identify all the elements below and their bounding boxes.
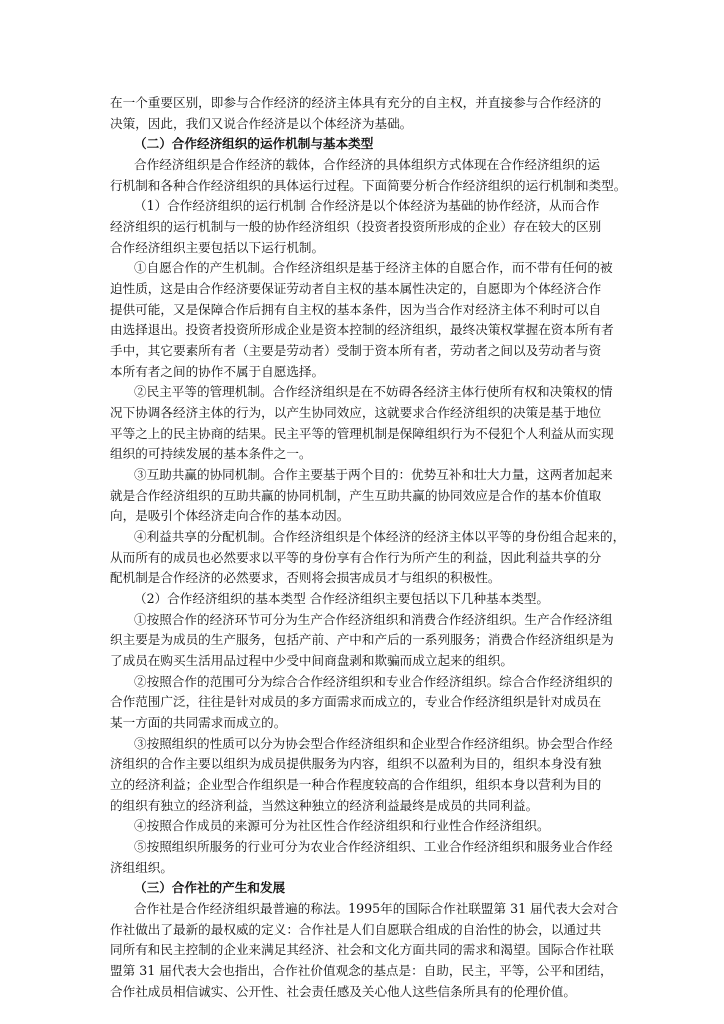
text-line: 同所有和民主控制的企业来满足其经济、社会和文化方面共同的需求和渴望。国际合作社联 xyxy=(110,942,614,957)
text-line: 提供可能，又是保障合作后拥有自主权的基本条件，因为当合作对经济主体不利时可以自 xyxy=(110,302,602,317)
text-line: 作社做出了最新的最权威的定义：合作社是人们自愿联合组成的自治性的协会，以通过共 xyxy=(110,922,602,937)
text-line: ①按照合作的经济环节可分为生产合作经济组织和消费合作经济组织。生产合作经济组 xyxy=(134,612,613,627)
text-line: ②民主平等的管理机制。合作经济组织是在不妨碍各经济主体行使所有权和决策权的情 xyxy=(134,384,613,399)
text-line: 平等之上的民主协商的结果。民主平等的管理机制是保障组织行为不侵犯个人利益从而实现 xyxy=(110,426,614,441)
text-line: 就是合作经济组织的互助共赢的协同机制，产生互助共赢的协同效应是合作的基本价值取 xyxy=(110,488,602,503)
text-line: 在一个重要区别，即参与合作经济的经济主体具有充分的自主权，并直接参与合作经济的 xyxy=(110,95,602,110)
text-line: ②按照合作的范围可分为综合合作经济组织和专业合作经济组织。综合合作经济组织的 xyxy=(134,674,613,689)
text-line: 由选择退出。投资者投资所形成企业是资本控制的经济组织，最终决策权掌握在资本所有者 xyxy=(110,322,614,337)
text-line: ①自愿合作的产生机制。合作经济组织是基于经济主体的自愿合作，而不带有任何的被 xyxy=(134,260,613,275)
text-line: 从而所有的成员也必然要求以平等的身份享有合作行为所产生的利益，因此利益共享的分 xyxy=(110,550,602,565)
text-line: 合作范围广泛，往往是针对成员的多方面需求而成立的，专业合作经济组织是针对成员在 xyxy=(110,694,602,709)
text-line: （2）合作经济组织的基本类型 合作经济组织主要包括以下几种基本类型。 xyxy=(134,591,550,606)
text-line: 况下协调各经济主体的行为，以产生协同效应，这就要求合作经济组织的决策是基于地位 xyxy=(110,405,602,420)
text-line: 本所有者之间的协作不属于自愿选择。 xyxy=(110,364,325,379)
text-line: 配机制是合作经济的必然要求，否则将会损害成员才与组织的积极性。 xyxy=(110,570,501,585)
text-line: 了成员在购买生活用品过程中少受中间商盘剥和欺骗而成立起来的组织。 xyxy=(110,653,513,668)
text-line: 组织的可持续发展的基本条件之一。 xyxy=(110,446,312,461)
text-line: 某一方面的共同需求而成立的。 xyxy=(110,715,287,730)
text-line: 织主要是为成员的生产服务，包括产前、产中和产后的一系列服务；消费合作经济组织是为 xyxy=(110,632,614,647)
text-line: ③互助共赢的协同机制。合作主要基于两个目的：优势互补和壮大力量，这两者加起来 xyxy=(134,467,613,482)
text-line: 盟第 31 届代表大会也指出，合作社价值观念的基点是：自助，民主，平等，公平和团结， xyxy=(110,963,613,978)
text-line: 决策，因此，我们又说合作经济是以个体经济为基础。 xyxy=(110,116,413,131)
text-line: ④按照合作成员的来源可分为社区性合作经济组织和行业性合作经济组织。 xyxy=(134,818,550,833)
text-line: 向，是吸引个体经济走向合作的基本动因。 xyxy=(110,508,350,523)
text-line: 合作社成员相信诚实、公开性、社会责任感及关心他人这些信条所具有的伦理价值。 xyxy=(110,984,576,999)
section-heading: （三）合作社的产生和发展 xyxy=(134,880,286,895)
text-line: 迫性质，这是由合作经济要保证劳动者自主权的基本属性决定的，自愿即为个体经济合作 xyxy=(110,281,602,296)
text-line: 合作经济组织主要包括以下运行机制。 xyxy=(110,240,325,255)
text-line: 合作社是合作经济组织最普遍的称法。1995年的国际合作社联盟第 31 届代表大会对合 xyxy=(134,901,619,916)
text-line: 手中，其它要素所有者（主要是劳动者）受制于资本所有者，劳动者之间以及劳动者与资 xyxy=(110,343,602,358)
text-line: 经济组织的运行机制与一般的协作经济组织（投资者投资所形成的企业）存在较大的区别 xyxy=(110,219,602,234)
text-line: 行机制和各种合作经济组织的具体运行过程。下面简要分析合作经济组织的运行机制和类型。 xyxy=(110,178,627,193)
text-line: ③按照组织的性质可以分为协会型合作经济组织和企业型合作经济组织。协会型合作经 xyxy=(134,736,613,751)
text-line: （1）合作经济组织的运行机制 合作经济是以个体经济为基础的协作经济，从而合作 xyxy=(134,198,600,213)
text-line: 济组组织。 xyxy=(110,860,173,875)
text-line: ④利益共享的分配机制。合作经济组织是个体经济的经济主体以平等的身份组合起来的， xyxy=(134,529,626,544)
section-heading: （二）合作经济组织的运作机制与基本类型 xyxy=(134,136,374,151)
text-line: ⑤按照组织所服务的行业可分为农业合作经济组织、工业合作经济组织和服务业合作经 xyxy=(134,839,613,854)
text-line: 的组织有独立的经济利益，当然这种独立的经济利益最终是成员的共同利益。 xyxy=(110,798,539,813)
text-line: 济组织的合作主要以组织为成员提供服务为内容，组织不以盈利为目的，组织本身没有独 xyxy=(110,756,602,771)
text-line: 合作经济组织是合作经济的载体，合作经济的具体组织方式体现在合作经济组织的运 xyxy=(134,157,600,172)
text-line: 立的经济利益；企业型合作组织是一种合作程度较高的合作组织，组织本身以营利为目的 xyxy=(110,777,602,792)
